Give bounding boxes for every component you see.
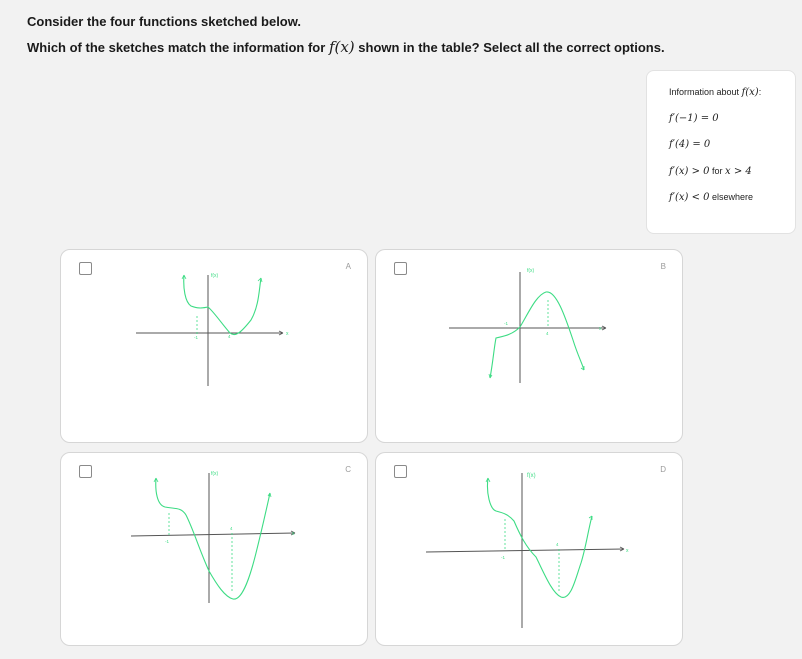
- x-label: x: [626, 548, 629, 554]
- tick-label: 4: [230, 526, 233, 531]
- curve: [490, 292, 584, 378]
- tick-label: -1: [501, 555, 506, 560]
- info-table: [646, 70, 796, 234]
- tick-label: -1: [504, 321, 509, 326]
- option-card-d[interactable]: [375, 452, 683, 646]
- x-label: x: [286, 331, 289, 337]
- question-intro: Consider the four functions sketched below.: [27, 14, 301, 29]
- x-label: x: [599, 326, 602, 332]
- option-a-graph: [61, 250, 369, 444]
- question-text-after: shown in the table? Select all the correct options.: [358, 40, 665, 55]
- curve: [184, 275, 261, 335]
- option-b-graph: [376, 250, 684, 444]
- option-c-graph: [61, 453, 369, 647]
- option-d-graph: [376, 453, 684, 647]
- question-text: [27, 38, 665, 56]
- option-c-letter: C: [345, 465, 351, 474]
- info-condition-3: f′(x) > 0 for x > 4: [669, 166, 752, 177]
- question-text-before: Which of the sketches match the information for: [27, 40, 326, 55]
- option-d-letter: D: [660, 465, 666, 474]
- x-axis: [131, 533, 295, 536]
- info-condition-1: f′(−1) = 0: [669, 113, 719, 124]
- curve: [156, 478, 270, 599]
- info-condition-4: f′(x) < 0 elsewhere: [669, 192, 754, 203]
- tick-label: -1: [165, 539, 170, 544]
- tick-label: -1: [194, 335, 199, 340]
- question-fx: f(x): [328, 38, 355, 56]
- curve: [487, 478, 592, 597]
- tick-label: 4: [546, 331, 549, 336]
- x-axis: [426, 549, 624, 552]
- option-card-a[interactable]: [60, 249, 368, 443]
- option-b-letter: B: [660, 262, 666, 271]
- tick-label: 4: [556, 542, 559, 547]
- info-title: Information about f(x):: [669, 87, 762, 98]
- option-a-letter: A: [345, 262, 351, 271]
- axis-label: f(x): [527, 473, 536, 479]
- option-card-c[interactable]: [60, 452, 368, 646]
- x-label: x: [292, 531, 295, 537]
- axis-label: f(x): [211, 471, 219, 477]
- info-condition-2: f′(4) = 0: [669, 139, 711, 150]
- option-card-b[interactable]: [375, 249, 683, 443]
- tick-label: 4: [228, 334, 231, 339]
- axis-label: f(x): [527, 268, 535, 274]
- axis-label: f(x): [211, 273, 219, 279]
